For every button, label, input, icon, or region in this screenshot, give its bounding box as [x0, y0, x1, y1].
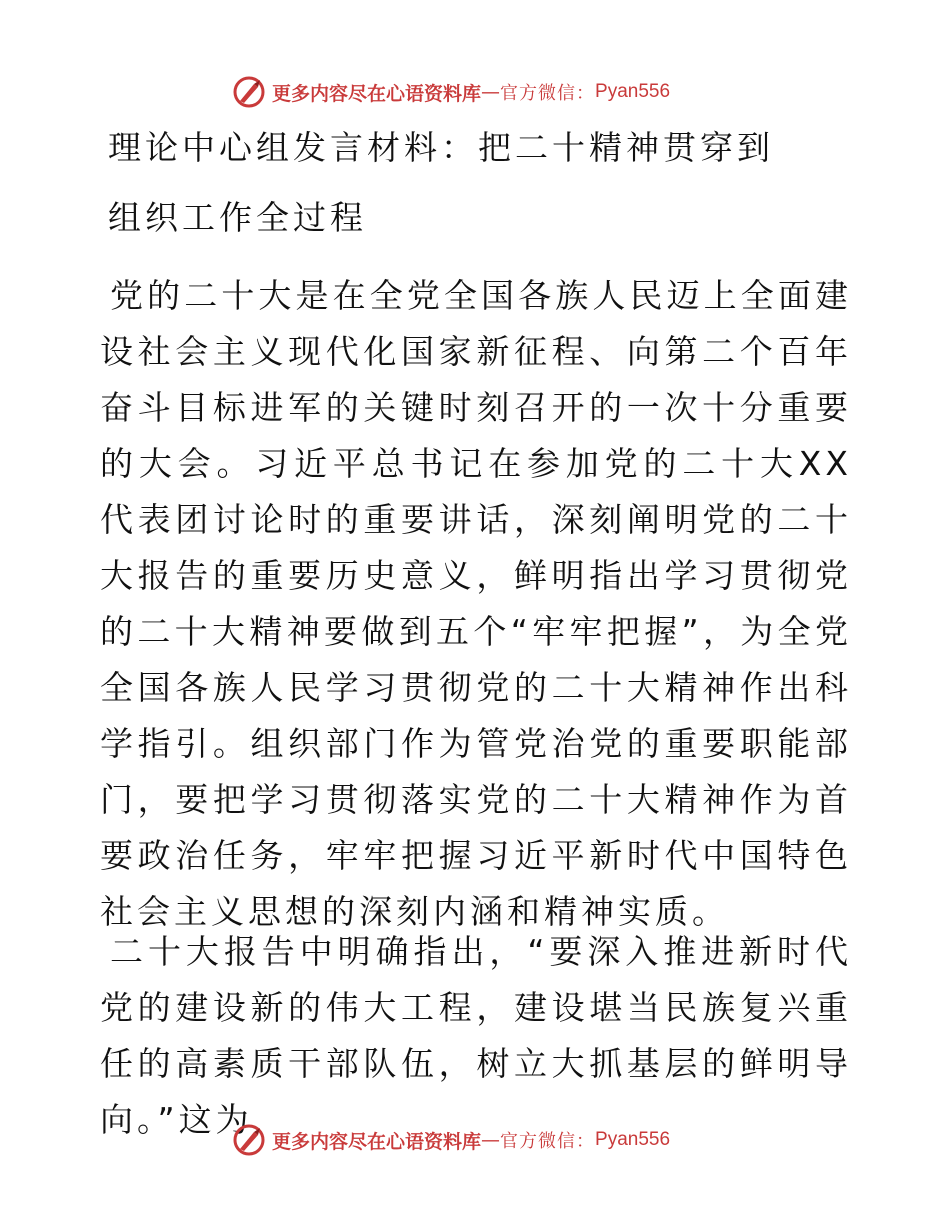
watermark-label: 官方微信：: [500, 1131, 596, 1152]
watermark-id: Pyan556: [595, 1129, 671, 1150]
watermark-separator: —: [481, 81, 501, 103]
watermark-text: 更多内容尽在心语资料库: [272, 1130, 482, 1153]
quill-logo-icon: [232, 75, 266, 109]
body-paragraph-1: 党的二十大是在全党全国各族人民迈上全面建设社会主义现代化国家新征程、向第二个百年奋斗目标进军的关键时刻召开的一次十分重要的大会。习近平总书记在参加党的二十大XX代表团讨论时的重要讲话，深刻阐明党的二十大报告的重要历史意义，鲜明指出学习贯彻党的二十大精神要做到五个“牢牢把握”，为全党全国各族人民学习贯彻党的二十大精神作出科学指引。组织部门作为管党治党的重要职能部门，要把学习贯彻落实党的二十大精神作为首要政治任务，牢牢把握习近平新时代中国特色社会主义思想的深刻内涵和精神实质。: [100, 276, 852, 931]
watermark-text: 更多内容尽在心语资料库: [272, 82, 482, 105]
watermark-header: [232, 72, 670, 112]
quill-logo-icon: [232, 1123, 266, 1157]
document-title-line-2: 组织工作全过程: [108, 198, 367, 237]
watermark-label: 官方微信：: [500, 83, 596, 104]
document-title-line-1: 理论中心组发言材料：把二十精神贯穿到: [108, 128, 774, 167]
watermark-footer: [232, 1120, 670, 1160]
body-paragraph-2: 二十大报告中明确指出，“要深入推进新时代党的建设新的伟大工程，建设堪当民族复兴重任的高素质干部队伍，树立大抓基层的鲜明导向。”这为: [100, 932, 852, 1139]
watermark-id: Pyan556: [595, 81, 671, 102]
watermark-separator: —: [481, 1129, 501, 1151]
